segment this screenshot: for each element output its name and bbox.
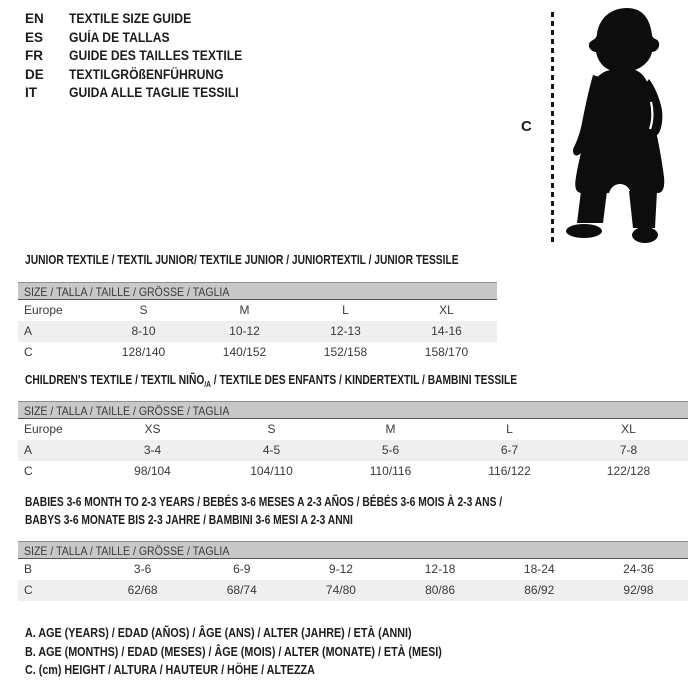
height-cell: 62/68	[127, 583, 158, 597]
language-title-list	[25, 10, 262, 103]
table-row	[18, 300, 497, 321]
lang-title: TEXTILGRÖßENFÜHRUNG	[69, 66, 224, 82]
row-label: C	[24, 345, 33, 359]
height-cell: 86/92	[524, 583, 555, 597]
lang-title: GUIDA ALLE TAGLIE TESSILI	[69, 85, 239, 100]
legend-line-c: C. (cm) HEIGHT / ALTURA / HAUTEUR / HÖHE / ALTEZZA	[25, 663, 315, 677]
title-pre: CHILDREN'S TEXTILE / TEXTIL NIÑO	[25, 373, 205, 387]
age-cell: 7-8	[619, 443, 638, 457]
row-label: B	[24, 562, 33, 576]
section-title-text	[25, 371, 517, 394]
lang-row-es	[25, 29, 262, 48]
legend	[25, 624, 510, 680]
lang-title: GUÍA DE TALLAS	[69, 29, 170, 45]
row-label: A	[24, 324, 33, 338]
height-cell: 158/170	[424, 345, 469, 359]
row-label: Europe	[24, 303, 63, 317]
lang-title: GUIDE DES TAILLES TEXTILE	[69, 48, 243, 63]
table-row	[18, 440, 688, 461]
lang-code: ES	[25, 29, 44, 45]
age-cell: 12-13	[330, 324, 361, 338]
age-cell: 5-6	[381, 443, 400, 457]
age-cell: 24-36	[623, 562, 654, 576]
height-cell: 74/80	[325, 583, 356, 597]
row-label: C	[24, 464, 33, 478]
height-cell: 104/110	[250, 464, 293, 478]
section-title-children	[25, 371, 625, 394]
height-cell: 68/74	[226, 583, 257, 597]
row-label: C	[24, 583, 33, 597]
lang-code: IT	[25, 85, 37, 100]
section-title-line1: BABIES 3-6 MONTH TO 2-3 YEARS / BEBÉS 3-6 MESES A 2-3 AÑOS / BÉBÉS 3-6 MOIS À 2-3 ANS /	[25, 495, 503, 509]
baby-silhouette	[565, 5, 695, 248]
size-cell: M	[385, 422, 396, 436]
size-cell: L	[342, 303, 349, 317]
height-measure-dashed-line	[551, 12, 554, 242]
lang-row-it	[25, 84, 262, 103]
size-cell: XL	[621, 422, 636, 436]
height-label-c: C	[521, 118, 532, 135]
row-label: A	[24, 443, 33, 457]
table-row	[18, 419, 688, 440]
lang-code: EN	[25, 11, 44, 26]
size-header-bar	[18, 282, 497, 300]
babies-size-table	[18, 541, 688, 601]
age-cell: 3-4	[143, 443, 162, 457]
size-header-bar	[18, 401, 688, 419]
section-title-junior	[25, 251, 554, 269]
age-cell: 18-24	[523, 562, 555, 576]
height-cell: 80/86	[425, 583, 456, 597]
legend-line-b: B. AGE (MONTHS) / EDAD (MESES) / ÂGE (MOIS) / ALTER (MONATE) / ETÀ (MESI)	[25, 644, 442, 659]
children-size-table	[18, 401, 688, 482]
table-row	[18, 461, 688, 482]
age-cell: 14-16	[431, 324, 462, 338]
size-cell: M	[239, 303, 250, 317]
junior-size-table	[18, 282, 497, 363]
size-cell: S	[267, 422, 276, 436]
lang-row-en	[25, 10, 262, 29]
section-title-babies	[25, 493, 607, 529]
size-cell: XL	[439, 303, 454, 317]
lang-code: DE	[25, 66, 44, 82]
age-cell: 3-6	[133, 562, 152, 576]
table-row	[18, 580, 688, 601]
height-cell: 122/128	[606, 464, 651, 478]
title-post: / TEXTILE DES ENFANTS / KINDERTEXTIL / BAMBINI TESSILE	[210, 373, 518, 387]
height-cell: 92/98	[623, 583, 654, 597]
size-cell: L	[506, 422, 513, 436]
section-title-text: JUNIOR TEXTILE / TEXTIL JUNIOR/ TEXTILE JUNIOR / JUNIORTEXTIL / JUNIOR TESSILE	[25, 253, 459, 267]
age-cell: 10-12	[229, 324, 260, 338]
size-header-bar	[18, 541, 688, 559]
height-cell: 110/116	[369, 464, 412, 478]
height-cell: 140/152	[222, 345, 267, 359]
size-cell: S	[139, 303, 148, 317]
height-cell: 128/140	[121, 345, 166, 359]
age-cell: 9-12	[328, 562, 353, 576]
age-cell: 8-10	[131, 324, 156, 338]
height-cell: 98/104	[134, 464, 171, 478]
height-cell: 116/122	[488, 464, 531, 478]
table-row	[18, 559, 688, 580]
table-row	[18, 321, 497, 342]
age-cell: 6-9	[233, 562, 251, 576]
table-row	[18, 342, 497, 363]
row-label: Europe	[24, 422, 63, 436]
height-cell: 152/158	[323, 345, 368, 359]
age-cell: 4-5	[262, 443, 281, 457]
legend-line-a: A. AGE (YEARS) / EDAD (AÑOS) / ÂGE (ANS) / ALTER (JAHRE) / ETÀ (ANNI)	[25, 626, 412, 640]
title-subscript: /A	[204, 380, 211, 389]
age-cell: 12-18	[424, 562, 456, 576]
lang-code: FR	[25, 48, 43, 63]
section-title-line2: BABYS 3-6 MONATE BIS 2-3 JAHRE / BAMBINI 3-6 MESI A 2-3 ANNI	[25, 513, 353, 527]
lang-title: TEXTILE SIZE GUIDE	[69, 11, 192, 26]
size-header-text: SIZE / TALLA / TAILLE / GRÖSSE / TAGLIA	[24, 544, 230, 558]
age-cell: 6-7	[500, 443, 519, 457]
size-header-text: SIZE / TALLA / TAILLE / GRÖSSE / TAGLIA	[24, 404, 230, 418]
lang-row-de	[25, 66, 262, 85]
size-header-text: SIZE / TALLA / TAILLE / GRÖSSE / TAGLIA	[24, 285, 230, 299]
size-cell: XS	[144, 422, 161, 436]
lang-row-fr	[25, 47, 262, 66]
